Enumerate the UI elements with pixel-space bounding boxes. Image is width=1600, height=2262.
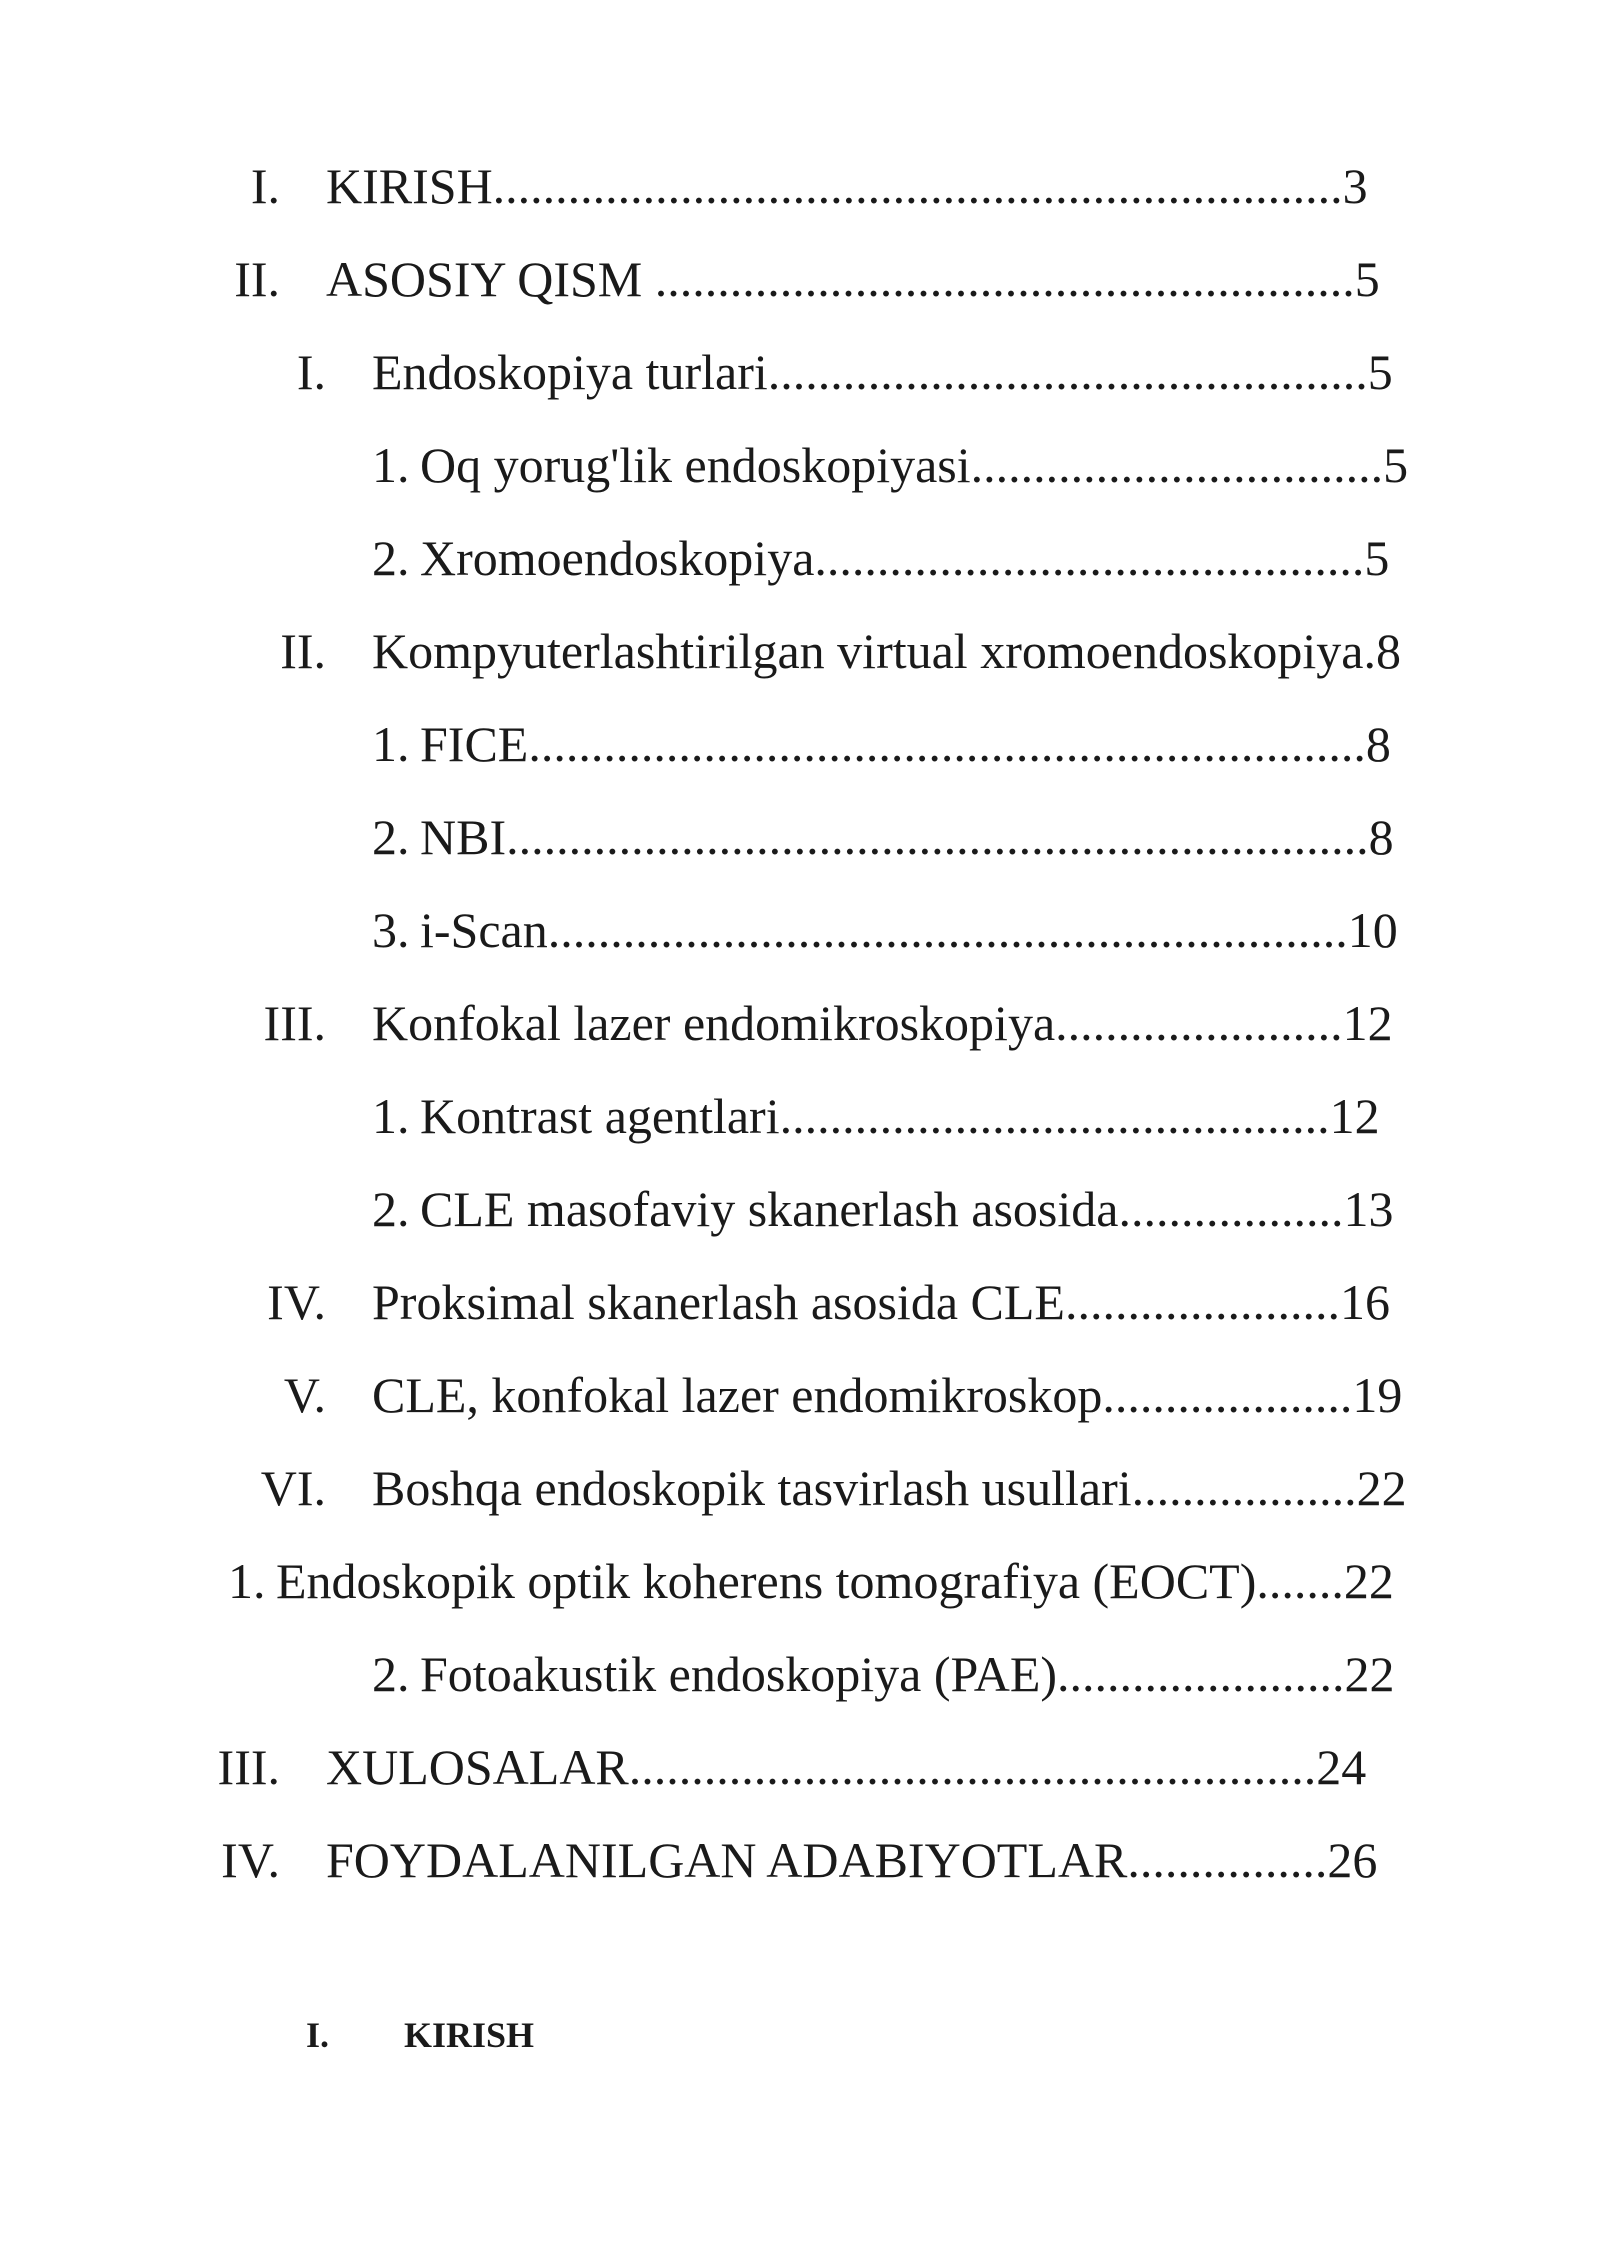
toc-entry-title: Fotoakustik endoskopiya (PAE).......................22	[420, 1646, 1395, 1702]
toc-entry-title: Endoskopiya turlari................................................5	[372, 344, 1393, 400]
section-heading-number: I.	[306, 2015, 330, 2055]
toc-entry-title: Endoskopik optik koherens tomografiya (EOCT).......22	[276, 1553, 1394, 1609]
toc-entry-title: CLE, konfokal lazer endomikroskop....................19	[372, 1367, 1403, 1423]
toc-entry-xromoendoskopiya	[0, 528, 1600, 588]
toc-entry-number: I.	[250, 158, 280, 214]
toc-entry-pae	[0, 1644, 1600, 1704]
toc-entry-virtual-xromoendoskopiya	[0, 621, 1600, 681]
toc-entry-title: Xromoendoskopiya............................................5	[420, 530, 1390, 586]
toc-entry-title: Boshqa endoskopik tasvirlash usullari..................22	[372, 1460, 1407, 1516]
toc-entry-title: Konfokal lazer endomikroskopiya.......................12	[372, 995, 1393, 1051]
toc-entry-title: Kompyuterlashtirilgan virtual xromoendoskopiya.8	[372, 623, 1401, 679]
toc-entry-foydalanilgan-adabiyotlar	[0, 1830, 1600, 1890]
toc-entry-kontrast-agentlari	[0, 1086, 1600, 1146]
toc-entry-number: IV.	[267, 1274, 326, 1330]
toc-entry-eoct	[0, 1551, 1600, 1611]
toc-entry-title: FOYDALANILGAN ADABIYOTLAR................26	[326, 1832, 1378, 1888]
toc-entry-title: ASOSIY QISM ........................................................5	[326, 251, 1380, 307]
toc-entry-title: XULOSALAR.......................................................24	[326, 1739, 1367, 1795]
toc-entry-proksimal-skanerlash	[0, 1272, 1600, 1332]
toc-entry-title: i-Scan................................................................10	[420, 902, 1398, 958]
toc-entry-number: II.	[280, 623, 326, 679]
toc-entry-number: 2.	[372, 1181, 410, 1237]
toc-entry-number: 1.	[372, 437, 410, 493]
toc-entry-title: KIRISH....................................................................3	[326, 158, 1368, 214]
toc-entry-number: V.	[283, 1367, 326, 1423]
toc-entry-kirish	[0, 156, 1600, 216]
toc-entry-boshqa-endoskopik	[0, 1458, 1600, 1518]
toc-entry-konfokal-lazer	[0, 993, 1600, 1053]
toc-entry-title: Oq yorug'lik endoskopiyasi.................................5	[420, 437, 1409, 493]
toc-entry-i-scan	[0, 900, 1600, 960]
toc-entry-endoskopiya-turlari	[0, 342, 1600, 402]
toc-entry-cle-masofaviy	[0, 1179, 1600, 1239]
toc-entry-title: Proksimal skanerlash asosida CLE......................16	[372, 1274, 1390, 1330]
toc-entry-number: 1.	[228, 1553, 266, 1609]
toc-entry-number: 2.	[372, 1646, 410, 1702]
toc-entry-title: Kontrast agentlari............................................12	[420, 1088, 1380, 1144]
toc-entry-number: 2.	[372, 530, 410, 586]
toc-entry-xulosalar	[0, 1737, 1600, 1797]
toc-entry-number: 1.	[372, 716, 410, 772]
toc-entry-number: 2.	[372, 809, 410, 865]
toc-entry-number: 1.	[372, 1088, 410, 1144]
toc-entry-oq-yorug-lik	[0, 435, 1600, 495]
toc-entry-nbi	[0, 807, 1600, 867]
toc-entry-number: I.	[296, 344, 326, 400]
toc-entry-number: 3.	[372, 902, 410, 958]
toc-entry-title: NBI.....................................................................8	[420, 809, 1394, 865]
toc-entry-number: II.	[234, 251, 280, 307]
toc-entry-number: IV.	[221, 1832, 280, 1888]
toc-entry-number: VI.	[260, 1460, 326, 1516]
section-heading-title: KIRISH	[404, 2015, 535, 2055]
toc-entry-asosiy-qism	[0, 249, 1600, 309]
toc-entry-cle-konfokal	[0, 1365, 1600, 1425]
toc-entry-number: III.	[217, 1739, 280, 1795]
toc-entry-number: III.	[263, 995, 326, 1051]
toc-entry-title: FICE...................................................................8	[420, 716, 1391, 772]
toc-entry-fice	[0, 714, 1600, 774]
toc-entry-title: CLE masofaviy skanerlash asosida..................13	[420, 1181, 1394, 1237]
